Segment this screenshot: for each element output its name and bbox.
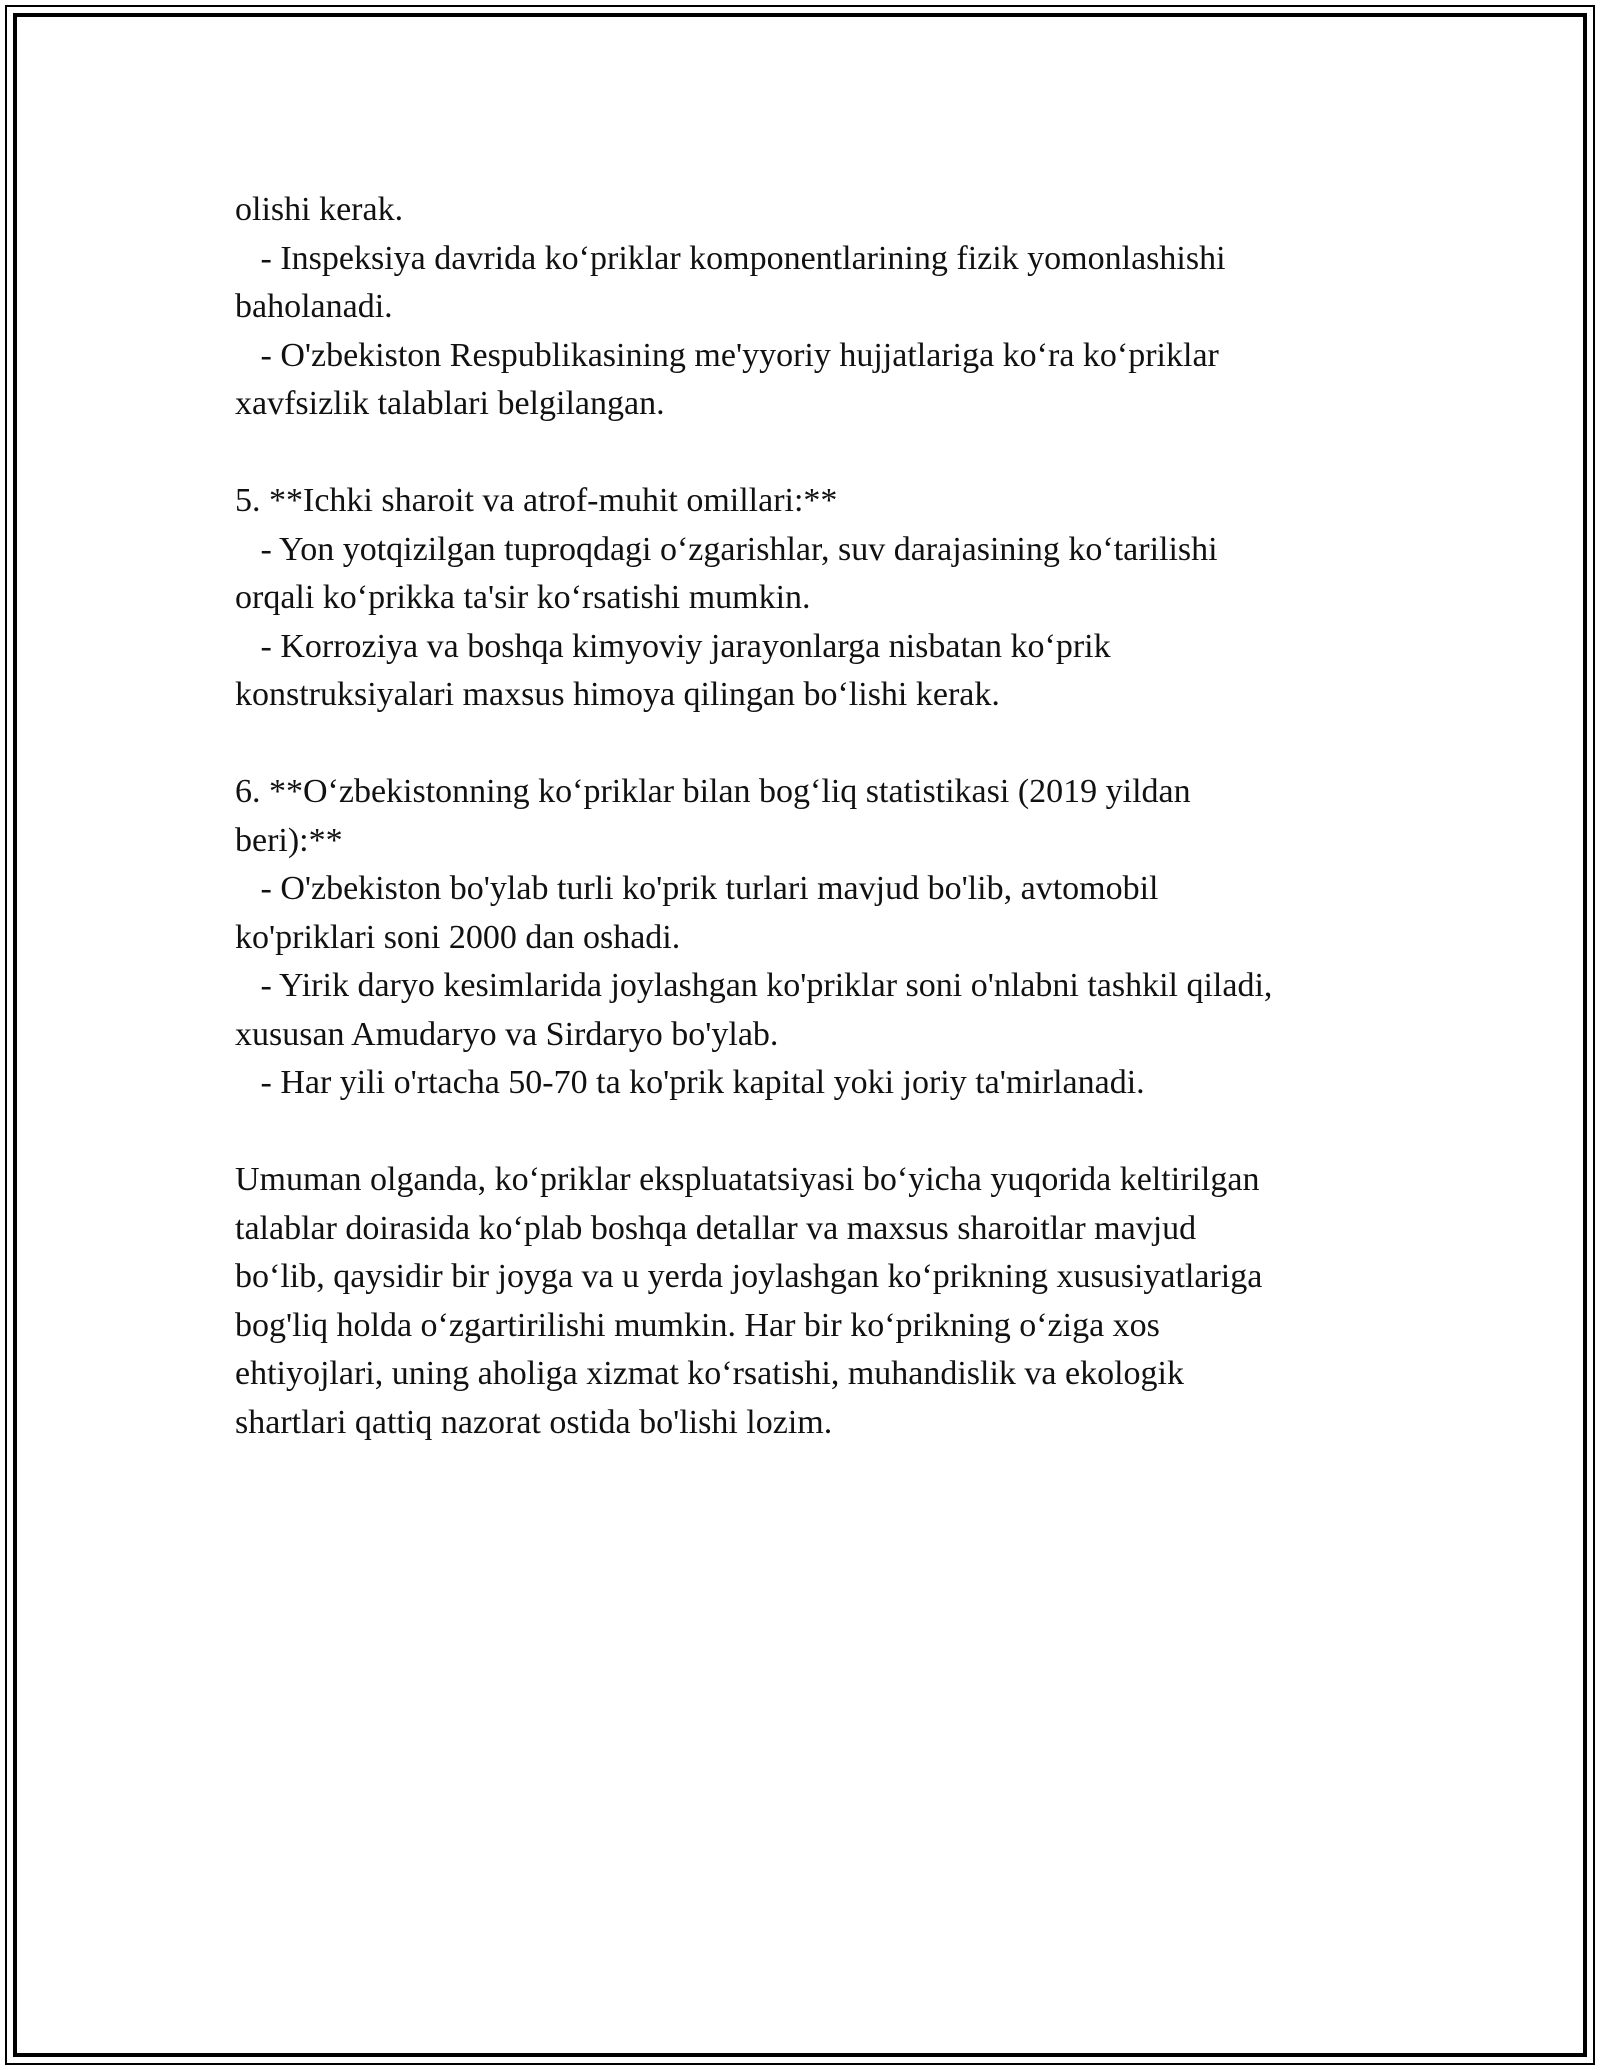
text-line: konstruksiyalari maxsus himoya qilingan bo‘lishi kerak. [235,676,1000,713]
text-line: - Korroziya va boshqa kimyoviy jarayonlarga nisbatan ko‘prik [235,627,1111,665]
blank-line [235,429,1375,478]
conclusion-line: talablar doirasida ko‘plab boshqa detallar va maxsus sharoitlar mavjud [235,1209,1197,1247]
text-line: - O'zbekiston Respublikasining me'yyoriy hujjatlariga ko‘ra ko‘priklar [235,336,1219,374]
text-line: olishi kerak. [235,191,404,228]
document-body [235,186,1375,1447]
text-line: - Inspeksiya davrida ko‘priklar komponentlarining fizik yomonlashishi [235,239,1226,277]
conclusion-line: bo‘lib, qaysidir bir joyga va u yerda joylashgan ko‘prikning xususiyatlariga [235,1258,1263,1295]
text-line: baholanadi. [235,288,393,325]
text-line: xavfsizlik talablari belgilangan. [235,385,665,422]
section-heading: 5. **Ichki sharoit va atrof-muhit omillari:** [235,482,838,519]
text-line: ko'priklari soni 2000 dan oshadi. [235,918,681,956]
conclusion-line: bog'liq holda o‘zgartirilishi mumkin. Har bir ko‘prikning o‘ziga xos [235,1306,1160,1344]
conclusion-line: shartlari qattiq nazorat ostida bo'lishi lozim. [235,1403,833,1441]
text-line: orqali ko‘prikka ta'sir ko‘rsatishi mumkin. [235,579,811,616]
section-heading: 6. **O‘zbekistonning ko‘priklar bilan bog‘liq statistikasi (2019 yildan [235,773,1191,810]
blank-line [235,1108,1375,1157]
section-heading-continued: beri):** [235,821,343,859]
text-line: - Har yili o'rtacha 50-70 ta ko'prik kapital yoki joriy ta'mirlanadi. [235,1064,1145,1101]
conclusion-line: Umuman olganda, ko‘priklar ekspluatatsiyasi bo‘yicha yuqorida keltirilgan [235,1161,1260,1198]
text-line: - O'zbekiston bo'ylab turli ko'prik turlari mavjud bo'lib, avtomobil [235,870,1159,907]
blank-line [235,720,1375,769]
text-line: - Yon yotqizilgan tuproqdagi o‘zgarishlar, suv darajasining ko‘tarilishi [235,530,1218,568]
text-line: - Yirik daryo kesimlarida joylashgan ko'priklar soni o'nlabni tashkil qiladi, [235,967,1273,1004]
conclusion-line: ehtiyojlari, uning aholiga xizmat ko‘rsatishi, muhandislik va ekologik [235,1355,1184,1392]
text-line: xususan Amudaryo va Sirdaryo bo'ylab. [235,1015,779,1053]
